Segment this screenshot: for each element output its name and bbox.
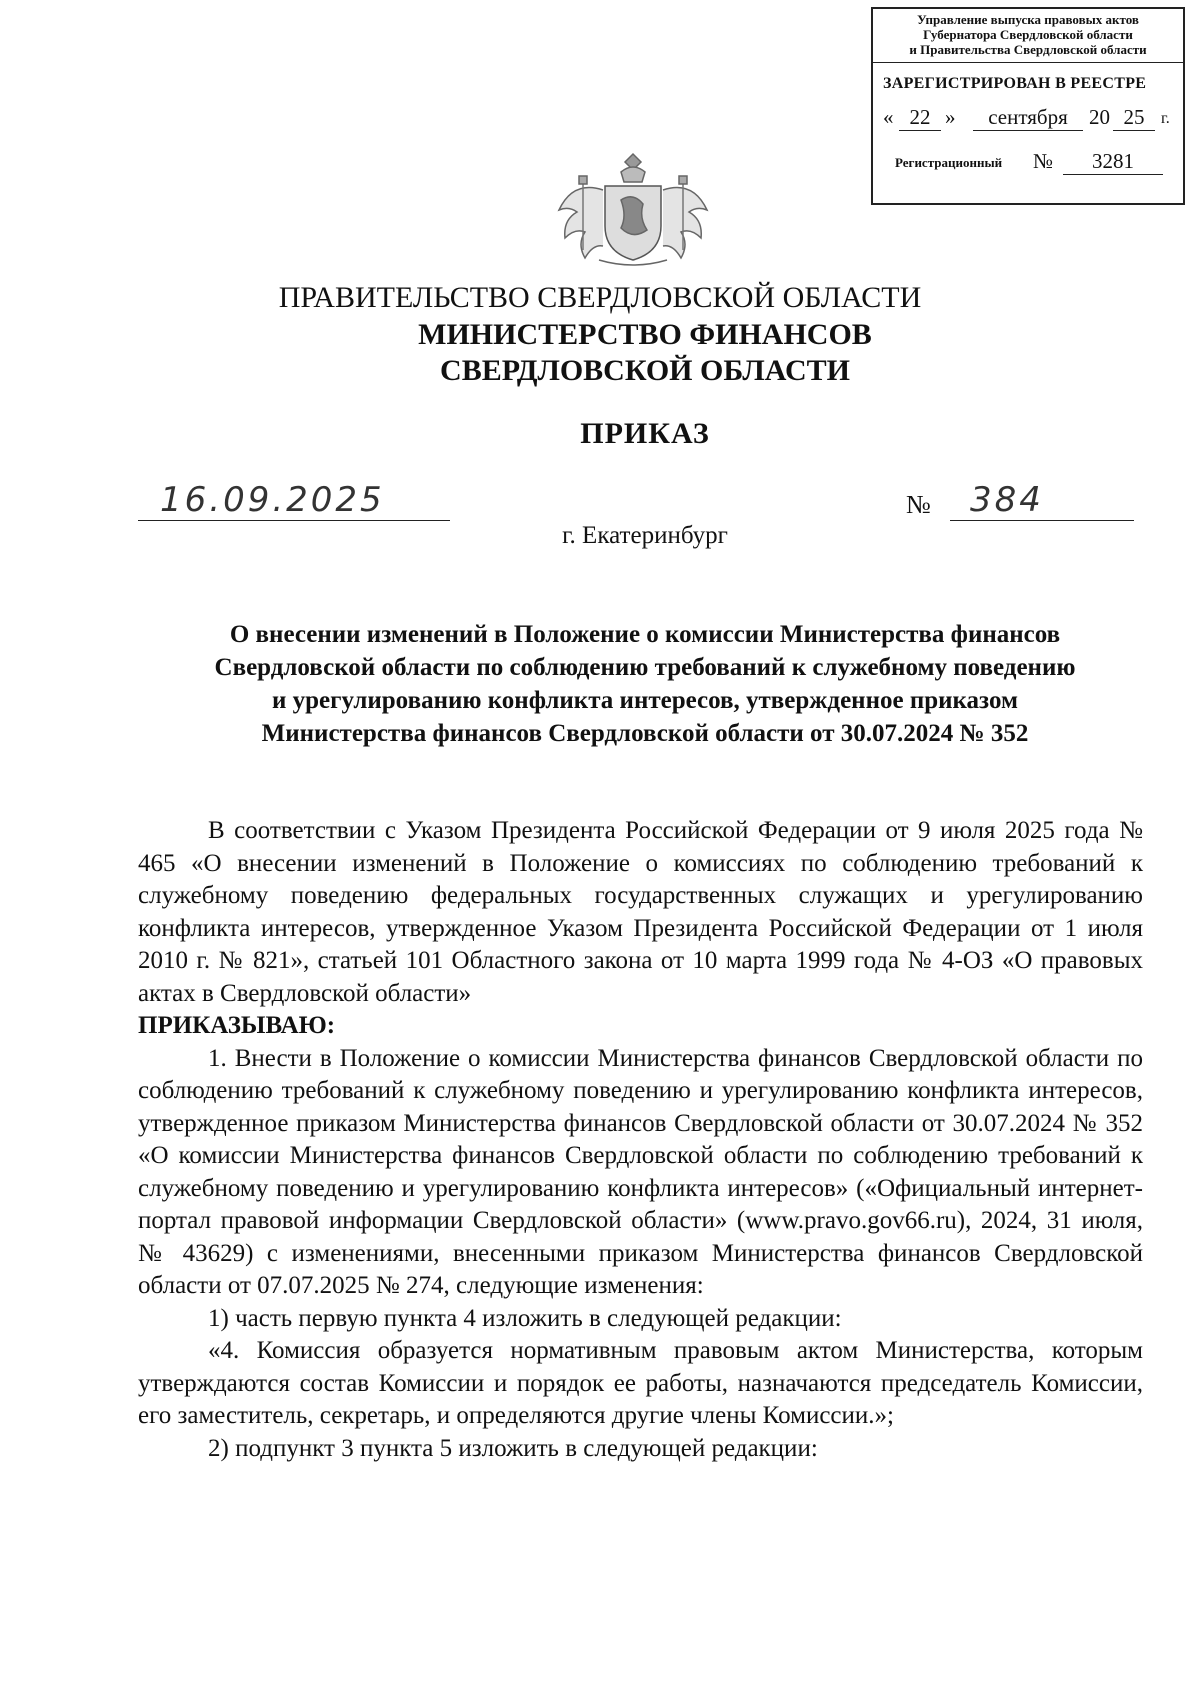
title-line: и урегулированию конфликта интересов, утвержденное приказом [271,687,1019,714]
number-underline [950,520,1134,521]
stamp-reg-number: 3281 [1063,149,1163,175]
ministry-name [0,317,1200,389]
title-line: Свердловской области по соблюдению требований к служебному поведению [214,654,1076,681]
stamp-header [873,9,1183,63]
stamp-reg-label: Регистрационный [895,155,1003,170]
date-handwritten: 16.09.2025 [160,480,385,520]
order-keyword: ПРИКАЗЫВАЮ: [138,1012,336,1039]
stamp-year-prefix: 20 [1089,105,1110,129]
stamp-year-suffix: 25 [1113,105,1155,131]
ministry-name-line: СВЕРДЛОВСКОЙ ОБЛАСТИ [440,354,850,387]
number-handwritten: 384 [970,480,1044,520]
stamp-day: 22 [899,105,941,131]
stamp-header-line: и Правительства Свердловской области [909,42,1147,57]
body-paragraph: 1. Внести в Положение о комиссии Министерства финансов Свердловской области по соблюдению требований к служебному поведению и урегулированию конфликта интересов, утвержденное приказом Министерства финансов Свердловской области от 30.07.2024 № 352 «О комиссии Министерства финансов Свердловской области по соблюдению требований к служебному поведению и урегулированию конфликта интересов» («Официальный интернет-портал правовой информации Свердловской области» (www.pravo.gov66.ru), 2024, 31 июля, № 43629) с изменениями, внесенными приказом Министерства финансов Свердловской области от 07.07.2025 № 274, следующие изменения: [138,1044,1143,1299]
stamp-header-line: Управление выпуска правовых актов [917,12,1139,27]
body-paragraph: 1) часть первую пункта 4 изложить в следующей редакции: [208,1304,842,1332]
stamp-reg-no-sign: № [1033,149,1054,173]
stamp-registered-label: ЗАРЕГИСТРИРОВАН В РЕЕСТРЕ [883,75,1147,92]
stamp-year-g: г. [1161,110,1170,127]
date-underline [138,520,450,521]
body-paragraph: «4. Комиссия образуется нормативным правовым актом Министерства, которым утверждаются состав Комиссии и порядок ее работы, назначаются председатель Комиссии, его заместитель, секретарь, и определяются другие члены Комиссии.»; [138,1337,1143,1429]
stamp-quote-open: « [883,105,894,129]
body-paragraph: В соответствии с Указом Президента Российской Федерации от 9 июля 2025 года № 465 «О внесении изменений в Положение о комиссиях по соблюдению требований к служебному поведению федеральных государственных служащих и урегулированию конфликта интересов, утвержденное Указом Президента Российской Федерации от 1 июля 2010 г. № 821», статьей 101 Областного закона от 10 марта 1999 года № 4-ОЗ «О правовых актах в Свердловской области» [138,817,1143,1007]
government-name: ПРАВИТЕЛЬСТВО СВЕРДЛОВСКОЙ ОБЛАСТИ [278,281,922,314]
title-line: О внесении изменений в Положение о комиссии Министерства финансов [229,621,1061,648]
registration-stamp [871,7,1185,205]
coat-of-arms-emblem [543,150,723,270]
body-paragraph: 2) подпункт 3 пункта 5 изложить в следующей редакции: [208,1434,818,1462]
stamp-quote-close: » [945,105,956,129]
number-label: № [906,490,931,519]
stamp-reg-number-row [873,149,1183,179]
document-title [136,618,1154,750]
ministry-name-line: МИНИСТЕРСТВО ФИНАНСОВ [418,318,872,351]
city: г. Екатеринбург [562,522,728,549]
title-line: Министерства финансов Свердловской области от 30.07.2024 № 352 [261,720,1029,747]
document-type: ПРИКАЗ [580,417,710,450]
document-body [138,815,1143,1465]
stamp-month: сентября [973,105,1083,131]
stamp-header-line: Губернатора Свердловской области [923,27,1133,42]
stamp-date [873,105,1183,141]
